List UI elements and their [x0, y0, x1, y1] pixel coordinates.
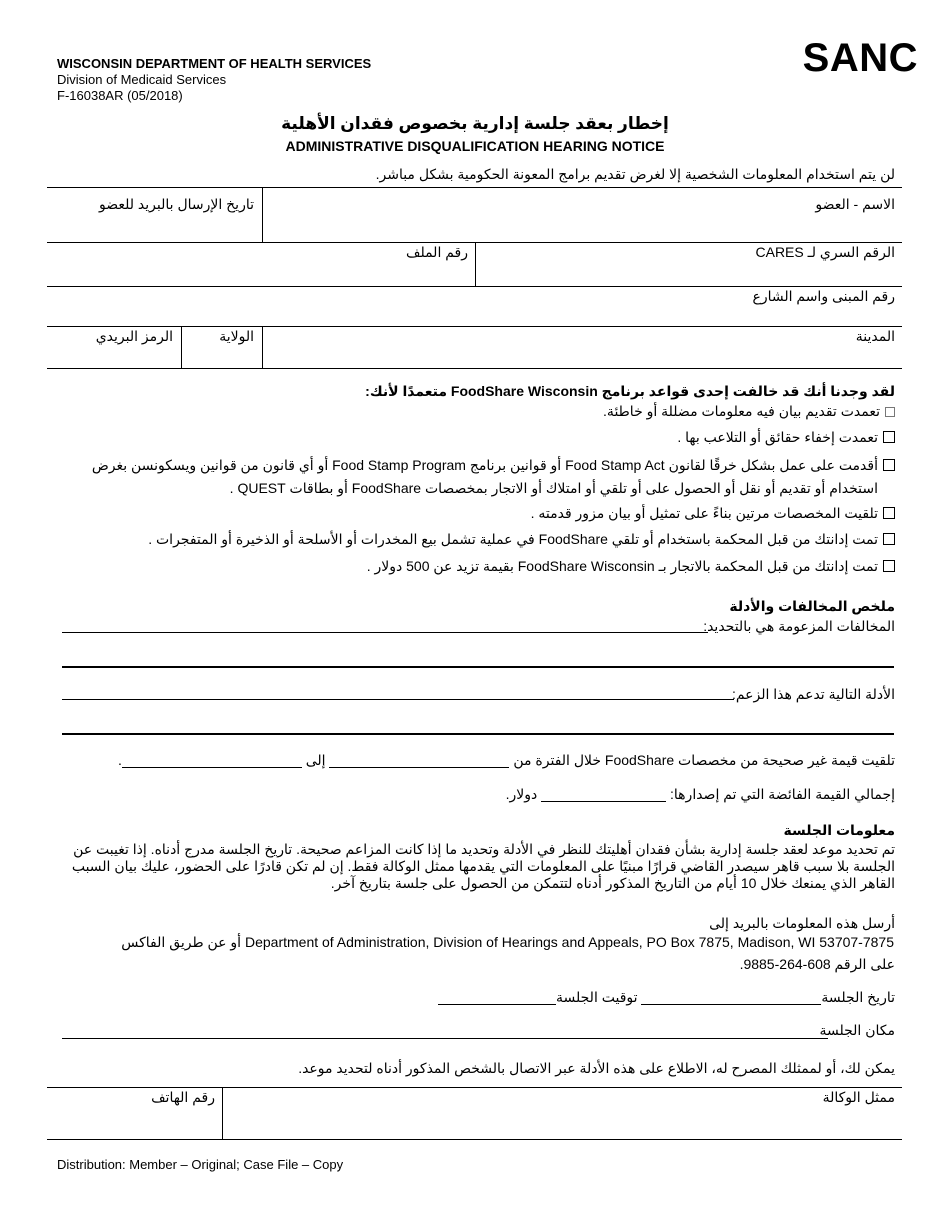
- violation-text-3: أقدمت على عمل بشكل خرقًا لقانون Food Stamp Act أو قوانين برنامج Food Stamp Program أو أي قانون من قوانين ويسكونسن بغرض: [91, 457, 878, 473]
- hearing-place-field[interactable]: [62, 1038, 828, 1039]
- table-top-rule: [47, 187, 902, 188]
- city-label: المدينة: [855, 328, 895, 344]
- violation-text-5: تمت إدانتك من قبل المحكمة باستخدام أو تلقي FoodShare في عملية تشمل بيع المخدرات أو الأسلحة أو الذخيرة أو المتفجرات .: [148, 531, 878, 547]
- case-number-label: رقم الملف: [405, 244, 468, 260]
- violation-item-6: [367, 556, 895, 576]
- street-label: رقم المبنى واسم الشارع: [752, 288, 895, 304]
- zip-field[interactable]: [47, 346, 180, 366]
- cares-pin-field[interactable]: [476, 262, 901, 284]
- agency-rep-field[interactable]: [223, 1107, 901, 1137]
- hearing-heading: معلومات الجلسة: [783, 822, 895, 838]
- phone-label: رقم الهاتف: [151, 1089, 215, 1105]
- alleged-label: المخالفات المزعومة هي بالتحديد:: [703, 618, 895, 634]
- street-field[interactable]: [47, 306, 901, 324]
- violation-item-3-continued: استخدام أو تقديم أو نقل أو الحصول على أو تلقي أو امتلاك أو الاتجار بمخصصات FoodShare أو بطاقات QUEST .: [229, 480, 878, 496]
- rep-table-bottom-rule: [47, 1139, 902, 1140]
- violation-checkbox-5[interactable]: [883, 533, 895, 545]
- period-row: [118, 750, 895, 770]
- violation-item-2: [677, 427, 895, 447]
- state-label: الولاية: [219, 328, 254, 344]
- period-start-field[interactable]: [329, 753, 509, 768]
- violation-item-1: [603, 401, 895, 421]
- city-field[interactable]: [263, 346, 901, 366]
- address-row: [57, 934, 894, 951]
- member-name-field[interactable]: [263, 210, 901, 240]
- cares-pin-label: الرقم السري لـ CARES: [755, 244, 895, 260]
- division-name: Division of Medicaid Services: [57, 72, 227, 87]
- summary-heading: ملخص المخالفات والأدلة: [729, 598, 895, 614]
- violation-item-5: [148, 529, 895, 549]
- member-name-label: الاسم - العضو: [815, 196, 895, 212]
- agency-rep-label: ممثل الوكالة: [822, 1089, 895, 1105]
- hearing-place-label: مكان الجلسة: [819, 1022, 895, 1038]
- address-fax-label: أو عن طريق الفاكس: [121, 934, 242, 950]
- total-label: إجمالي القيمة الفائضة التي تم إصدارها:: [670, 786, 895, 802]
- alleged-input-line[interactable]: [62, 632, 708, 633]
- violation-item-4: [531, 503, 895, 523]
- violation-text-4: تلقيت المخصصات مرتين بناءً على تمثيل أو بيان مزور قدمته .: [530, 505, 878, 521]
- alleged-input-line-2[interactable]: [62, 666, 894, 668]
- title-english: ADMINISTRATIVE DISQUALIFICATION HEARING NOTICE: [285, 138, 665, 154]
- violation-checkbox-4[interactable]: [883, 507, 895, 519]
- hearing-address: Department of Administration, Division of Hearings and Appeals, PO Box 7875, Madison, WI 53707-7875: [244, 934, 894, 950]
- period-end-field[interactable]: [122, 753, 302, 768]
- violation-checkbox-6[interactable]: [883, 560, 895, 572]
- violation-text-6: تمت إدانتك من قبل المحكمة بالاتجار بـ FoodShare Wisconsin بقيمة تزيد عن 500 دولار .: [366, 558, 878, 574]
- hearing-paragraph: تم تحديد موعد لعقد جلسة إدارية بشأن فقدان أهليتك للنظر في الأدلة وتحديد ما إذا كانت المزاعم صحيحة. تاريخ الجلسة مدرج أدناه. إذا تغيبت عن الجلسة بلا سبب قاهر سيصدر القاضي قرارًا مبنيًا على المعلومات التي يقدمها ممثل الوكالة فقط. إن لم تكن قادرًا على الحضور، عليك بيان السبب القاهر الذي يمنعك خلال 10 أيام من التاريخ المذكور أدناه لتتمكن من الحصول على جلسة بتاريخ آخر.: [71, 841, 895, 891]
- total-row: [506, 784, 895, 804]
- hearing-date-field[interactable]: [641, 990, 821, 1005]
- total-unit: دولار.: [505, 786, 538, 802]
- hearing-date-label: تاريخ الجلسة: [821, 989, 895, 1005]
- hearing-time-label: توقيت الجلسة: [556, 989, 638, 1005]
- violation-text-1: تعمدت تقديم بيان فيه معلومات مضللة أو خاطئة.: [603, 403, 880, 419]
- period-end-dot: .: [117, 752, 122, 768]
- evidence-input-line[interactable]: [62, 699, 734, 700]
- evidence-label: الأدلة التالية تدعم هذا الزعم:: [731, 686, 895, 702]
- violations-heading: لقد وجدنا أنك قد خالفت إحدى قواعد برنامج FoodShare Wisconsin متعمدًا لأنك:: [365, 383, 895, 399]
- violation-checkbox-2[interactable]: [883, 431, 895, 443]
- total-amount-field[interactable]: [541, 787, 666, 802]
- department-name: WISCONSIN DEPARTMENT OF HEALTH SERVICES: [57, 56, 372, 71]
- table-rule: [47, 286, 902, 287]
- mail-date-field[interactable]: [47, 210, 261, 240]
- violation-text-2: تعمدت إخفاء حقائق أو التلاعب بها .: [677, 429, 878, 445]
- mail-to-label: أرسل هذه المعلومات بالبريد إلى: [709, 915, 895, 931]
- form-code: SANC: [802, 36, 918, 80]
- hearing-time-field[interactable]: [438, 990, 556, 1005]
- distribution-note: Distribution: Member – Original; Case File – Copy: [57, 1157, 344, 1172]
- header-block: [57, 56, 371, 104]
- case-number-field[interactable]: [47, 262, 474, 284]
- mail-date-label: تاريخ الإرسال بالبريد للعضو: [99, 196, 254, 212]
- review-notice: يمكن لك، أو لممثلك المصرح له، الاطلاع على هذه الأدلة عبر الاتصال بالشخص المذكور أدناه لتحديد موعد.: [298, 1060, 895, 1076]
- rep-table-top-rule: [47, 1087, 902, 1088]
- form-number: F-16038AR (05/2018): [57, 88, 183, 103]
- period-to-label: إلى: [305, 752, 326, 768]
- evidence-input-line-2[interactable]: [62, 733, 894, 735]
- table-bottom-rule: [47, 368, 902, 369]
- period-label: تلقيت قيمة غير صحيحة من مخصصات FoodShare خلال الفترة من: [513, 752, 895, 768]
- phone-field[interactable]: [47, 1107, 221, 1137]
- table-rule: [47, 326, 902, 327]
- zip-label: الرمز البريدي: [95, 328, 173, 344]
- violation-checkbox-3[interactable]: [883, 459, 895, 471]
- hearing-date-time-row: [438, 987, 895, 1007]
- violation-checkbox-1[interactable]: [885, 407, 895, 417]
- privacy-notice: لن يتم استخدام المعلومات الشخصية إلا لغرض تقديم برامج المعونة الحكومية بشكل مباشر.: [375, 166, 895, 182]
- violation-item-3: [92, 455, 895, 475]
- title-arabic: إخطار بعقد جلسة إدارية بخصوص فقدان الأهلية: [281, 114, 669, 133]
- state-field[interactable]: [182, 346, 261, 366]
- fax-line: على الرقم 608-264-9885.: [739, 956, 895, 972]
